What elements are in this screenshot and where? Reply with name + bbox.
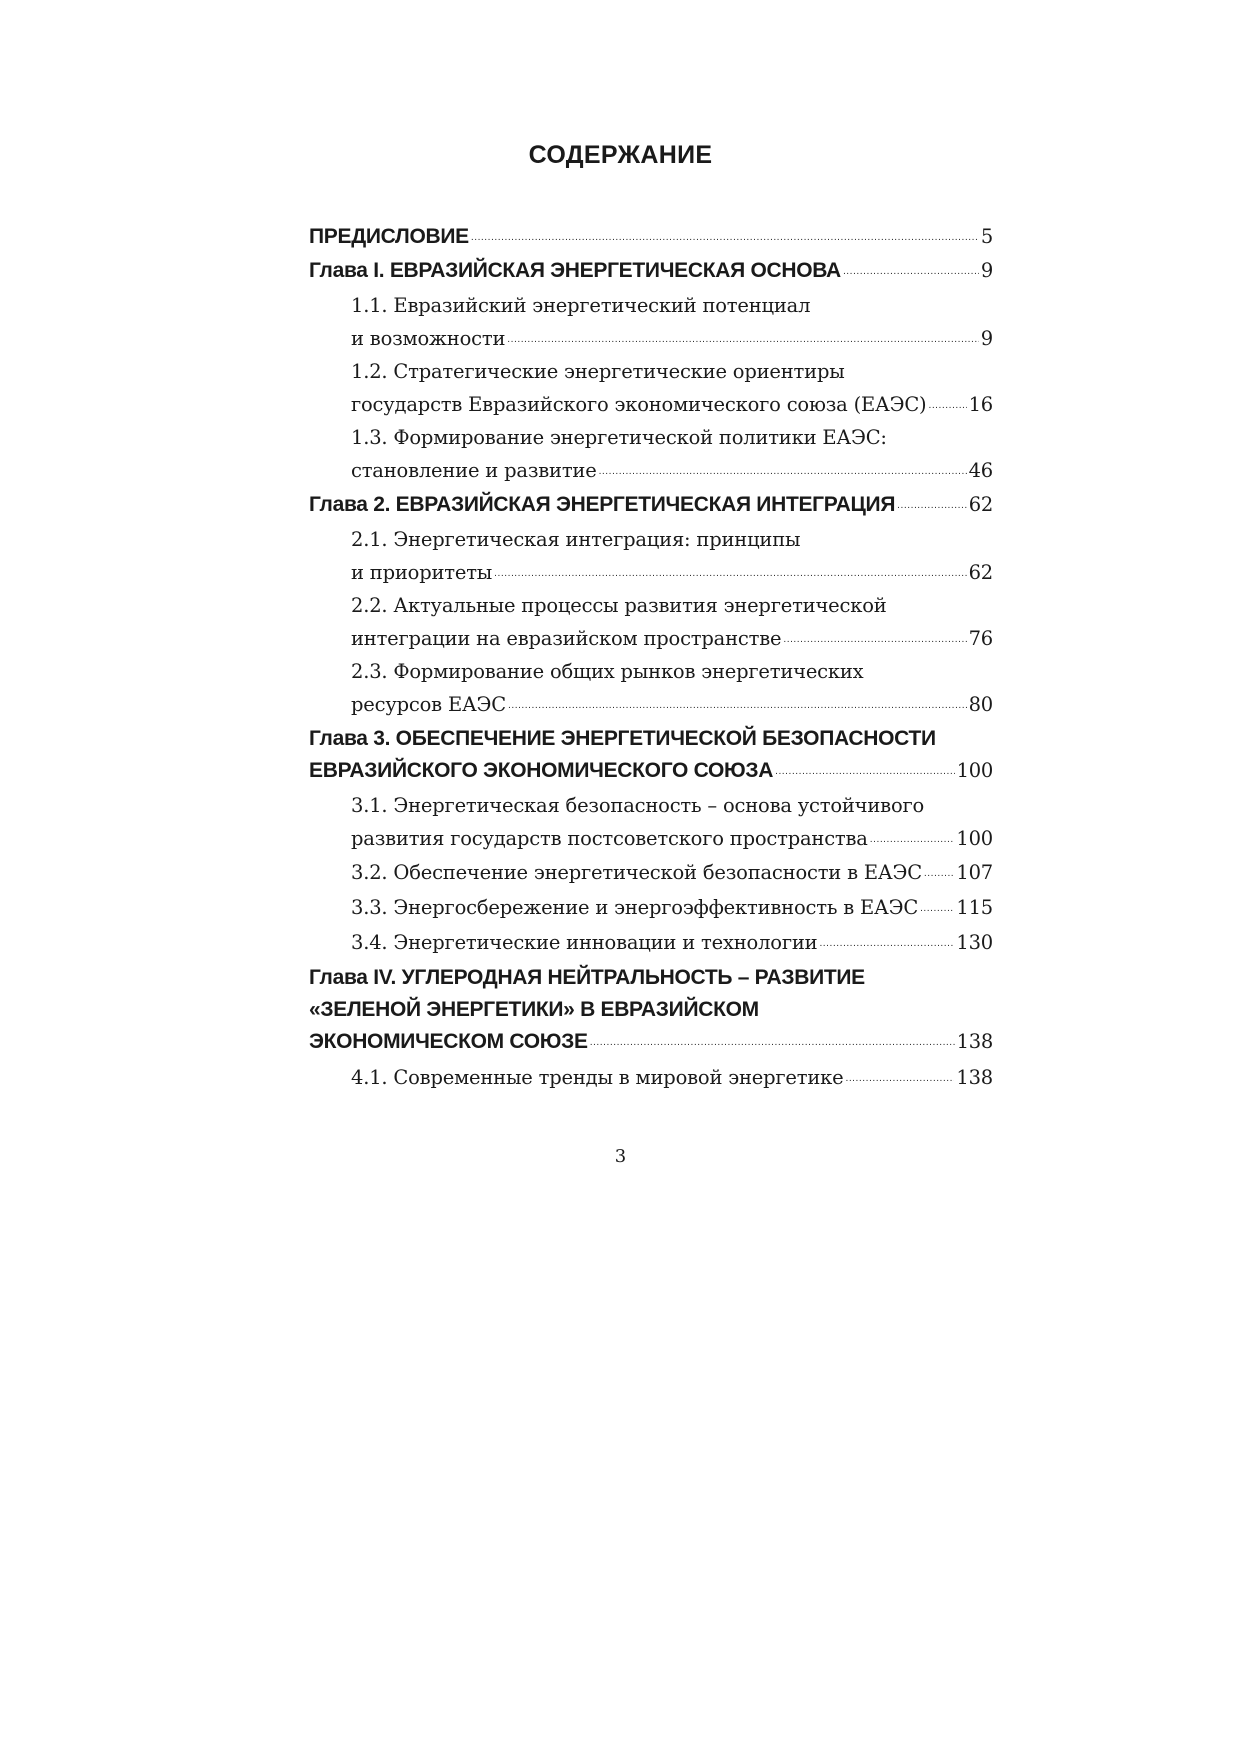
toc-page-number: 80	[968, 693, 993, 716]
toc-entry-line	[351, 1060, 993, 1095]
toc-chapter-entry[interactable]	[309, 962, 993, 1058]
toc-entry-text: 3.4. Энергетические инновации и технологии	[351, 931, 818, 954]
toc-entry-line	[309, 1026, 993, 1058]
toc-page-number: 138	[956, 1066, 993, 1089]
dot-leader	[928, 392, 966, 412]
toc-entry-line	[351, 355, 993, 388]
toc-page-number: 9	[980, 327, 993, 350]
toc-entry-line	[309, 994, 993, 1026]
toc-entry-line	[309, 255, 993, 287]
dot-leader	[843, 256, 979, 277]
toc-page-number: 9	[980, 259, 993, 282]
toc-page-number: 107	[956, 861, 993, 884]
toc-entry-text: ресурсов ЕАЭС	[351, 693, 506, 716]
toc-entry-text: «ЗЕЛЕНОЙ ЭНЕРГЕТИКИ» В ЕВРАЗИЙСКОМ	[309, 998, 759, 1021]
toc-entry-text: ПРЕДИСЛОВИЕ	[309, 225, 469, 248]
toc-page-number: 5	[980, 225, 993, 248]
toc-entry-text: и приоритеты	[351, 561, 493, 584]
dot-leader	[507, 326, 979, 346]
toc-section-entry[interactable]	[309, 289, 993, 355]
toc-entry-line	[351, 789, 993, 822]
toc-entry-text: 1.1. Евразийский энергетический потенциал	[351, 294, 811, 317]
toc-entry-line	[351, 622, 993, 655]
toc-entry-line	[351, 855, 993, 890]
dot-leader	[920, 895, 954, 915]
dot-leader	[897, 490, 967, 511]
table-of-contents	[309, 221, 993, 1095]
toc-entry-text: и возможности	[351, 327, 506, 350]
toc-entry-text: 3.3. Энергосбережение и энергоэффективность в ЕАЭС	[351, 896, 919, 919]
toc-chapter-entry[interactable]	[309, 221, 993, 253]
dot-leader	[775, 756, 955, 777]
toc-entry-line	[351, 322, 993, 355]
toc-page-number: 130	[956, 931, 993, 954]
toc-section-entry[interactable]	[309, 523, 993, 589]
toc-page-number: 62	[968, 561, 993, 584]
toc-page-number: 100	[956, 759, 993, 782]
toc-section-entry[interactable]	[309, 355, 993, 421]
toc-page-number: 115	[956, 896, 993, 919]
toc-entry-line	[309, 489, 993, 521]
toc-page-number: 138	[956, 1030, 993, 1053]
dot-leader	[494, 560, 966, 580]
toc-entry-text: ЭКОНОМИЧЕСКОМ СОЮЗЕ	[309, 1030, 588, 1053]
toc-entry-text: Глава 2. ЕВРАЗИЙСКАЯ ЭНЕРГЕТИЧЕСКАЯ ИНТЕГРАЦИЯ	[309, 493, 896, 516]
toc-section-entry[interactable]	[309, 589, 993, 655]
toc-entry-line	[351, 688, 993, 721]
toc-entry-text: 2.1. Энергетическая интеграция: принципы	[351, 528, 801, 551]
toc-section-entry[interactable]	[309, 789, 993, 855]
toc-entry-text: интеграции на евразийском пространстве	[351, 627, 782, 650]
toc-entry-line	[351, 655, 993, 688]
toc-entry-text: ЕВРАЗИЙСКОГО ЭКОНОМИЧЕСКОГО СОЮЗА	[309, 759, 774, 782]
toc-entry-line	[351, 421, 993, 454]
dot-leader	[590, 1027, 955, 1048]
toc-entry-line	[351, 556, 993, 589]
toc-entry-text: 1.2. Стратегические энергетические ориентиры	[351, 360, 845, 383]
toc-section-entry[interactable]	[309, 421, 993, 487]
dot-leader	[845, 1065, 954, 1085]
dot-leader	[508, 692, 967, 712]
toc-entry-text: 2.3. Формирование общих рынков энергетических	[351, 660, 864, 683]
toc-entry-line	[309, 221, 993, 253]
dot-leader	[870, 826, 955, 846]
page-title: СОДЕРЖАНИЕ	[528, 141, 713, 169]
dot-leader	[924, 860, 954, 880]
toc-entry-line	[351, 523, 993, 556]
toc-entry-text: Глава IV. УГЛЕРОДНАЯ НЕЙТРАЛЬНОСТЬ – РАЗВИТИЕ	[309, 966, 865, 989]
toc-entry-text: 1.3. Формирование энергетической политики ЕАЭС:	[351, 426, 887, 449]
toc-page-number: 62	[968, 493, 993, 516]
toc-entry-text: государств Евразийского экономического союза (ЕАЭС)	[351, 393, 927, 416]
toc-section-entry[interactable]	[309, 925, 993, 960]
toc-entry-line	[351, 822, 993, 855]
toc-entry-text: Глава 3. ОБЕСПЕЧЕНИЕ ЭНЕРГЕТИЧЕСКОЙ БЕЗОПАСНОСТИ	[309, 727, 936, 750]
toc-entry-line	[351, 890, 993, 925]
toc-entry-line	[351, 388, 993, 421]
toc-entry-line	[309, 723, 993, 755]
toc-entry-line	[309, 755, 993, 787]
dot-leader	[599, 458, 967, 478]
toc-page-number: 100	[956, 827, 993, 850]
toc-chapter-entry[interactable]	[309, 255, 993, 287]
toc-entry-text: становление и развитие	[351, 459, 597, 482]
toc-entry-line	[351, 289, 993, 322]
toc-chapter-entry[interactable]	[309, 489, 993, 521]
toc-section-entry[interactable]	[309, 655, 993, 721]
toc-entry-text: Глава I. ЕВРАЗИЙСКАЯ ЭНЕРГЕТИЧЕСКАЯ ОСНОВА	[309, 259, 841, 282]
dot-leader	[471, 222, 979, 243]
toc-page-number: 16	[968, 393, 993, 416]
toc-entry-text: 3.1. Энергетическая безопасность – основа устойчивого	[351, 794, 925, 817]
toc-section-entry[interactable]	[309, 855, 993, 890]
toc-chapter-entry[interactable]	[309, 723, 993, 787]
toc-entry-text: 4.1. Современные тренды в мировой энергетике	[351, 1066, 844, 1089]
toc-entry-text: развития государств постсоветского пространства	[351, 827, 868, 850]
page-number: 3	[614, 1146, 627, 1167]
dot-leader	[783, 626, 966, 646]
toc-page-number: 46	[968, 459, 993, 482]
toc-entry-line	[351, 589, 993, 622]
toc-entry-line	[351, 925, 993, 960]
toc-section-entry[interactable]	[309, 1060, 993, 1095]
toc-entry-line	[309, 962, 993, 994]
dot-leader	[819, 930, 954, 950]
toc-section-entry[interactable]	[309, 890, 993, 925]
toc-entry-line	[351, 454, 993, 487]
toc-entry-text: 2.2. Актуальные процессы развития энергетической	[351, 594, 887, 617]
toc-page-number: 76	[968, 627, 993, 650]
toc-entry-text: 3.2. Обеспечение энергетической безопасности в ЕАЭС	[351, 861, 922, 884]
